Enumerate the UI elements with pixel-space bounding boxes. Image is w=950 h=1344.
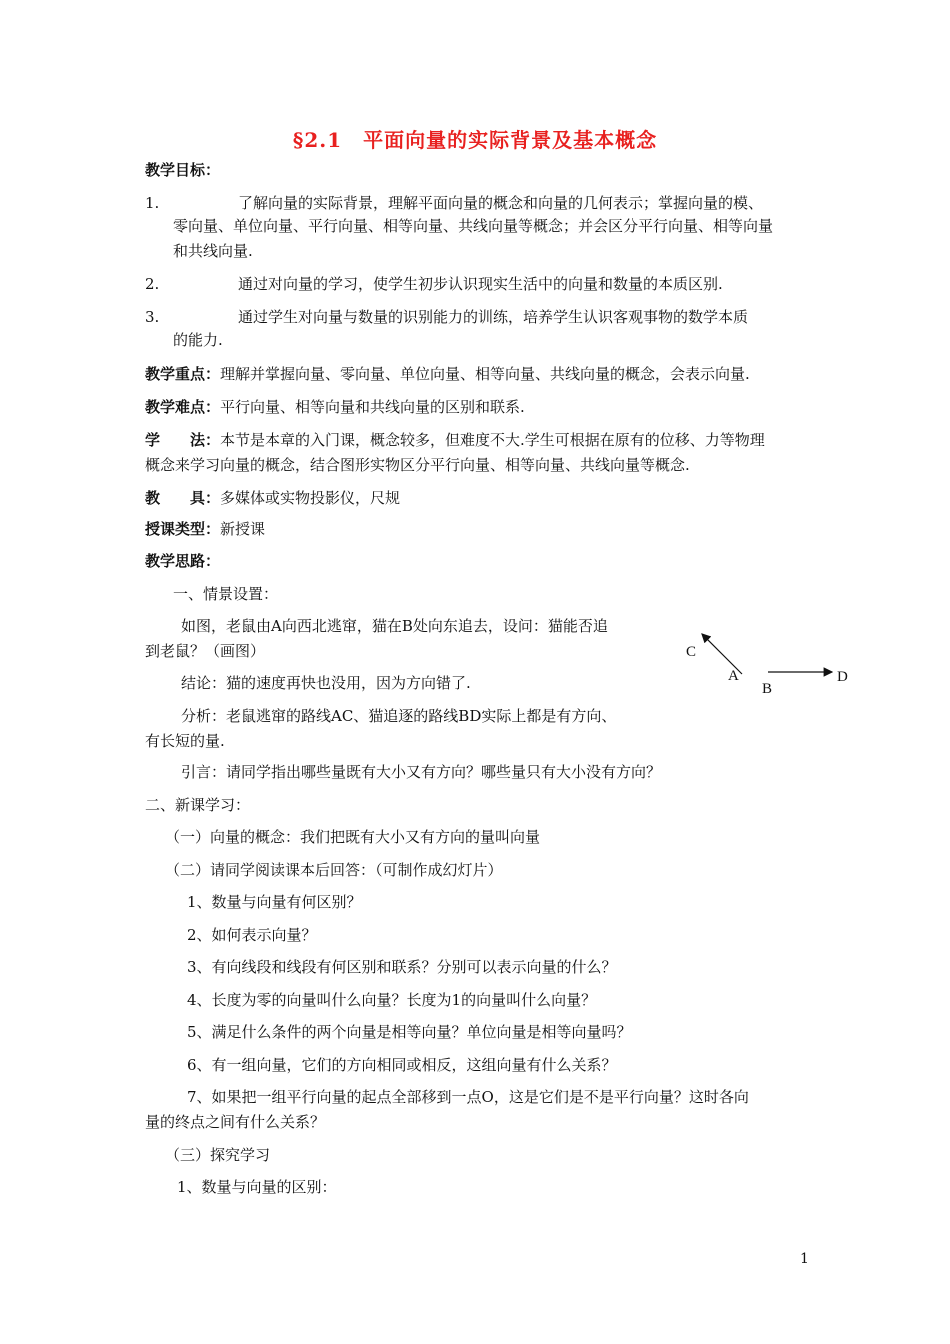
difficulties-text: 平行向量、相等向量和共线向量的区别和联系. (220, 398, 525, 416)
objective-1-text: 了解向量的实际背景，理解平面向量的概念和向量的几何表示；掌握向量的模、 (238, 194, 764, 212)
question-6: 6、有一组向量，它们的方向相同或相反，这组向量有什么关系？ (187, 1056, 617, 1074)
section1-heading: 一、情景设置： (173, 585, 279, 603)
method-label: 学 法： (145, 431, 221, 449)
tools-label: 教 具： (145, 489, 221, 507)
key-points-label: 教学重点： (145, 365, 221, 383)
question-2: 2、如何表示向量？ (187, 926, 317, 944)
objective-3-text: 通过学生对向量与数量的识别能力的训练，培养学生认识客观事物的数学本质 (238, 308, 749, 326)
section2-sub2: （二）请同学阅读课本后回答：（可制作成幻灯片） (165, 861, 503, 879)
section1-paragraph: 如图，老鼠由A向西北逃窜，猫在B处向东追去，设问：猫能否追 (181, 617, 608, 635)
point-c-label: C (686, 644, 697, 660)
method-cont: 概念来学习向量的概念，结合图形实物区分平行向量、相等向量、共线向量等概念. (145, 456, 690, 474)
objective-2-text: 通过对向量的学习，使学生初步认识现实生活中的向量和数量的本质区别. (238, 275, 723, 293)
point-b-label: B (762, 681, 773, 697)
section1-analysis-cont: 有长短的量. (145, 732, 225, 750)
section1-analysis: 分析：老鼠逃窜的路线AC、猫追逐的路线BD实际上都是有方向、 (181, 707, 617, 725)
section2-sub1: （一）向量的概念：我们把既有大小又有方向的量叫向量 (165, 828, 541, 846)
objective-1-cont2: 和共线向量. (173, 242, 253, 260)
objectives-heading: 教学目标： (145, 161, 221, 179)
explore-item-1: 1、数量与向量的区别： (177, 1178, 337, 1196)
section1-conclusion: 结论：猫的速度再快也没用，因为方向错了. (181, 674, 471, 692)
tools (145, 488, 400, 508)
question-3: 3、有向线段和线段有何区别和联系？分别可以表示向量的什么？ (187, 958, 617, 976)
approach-label: 教学思路： (145, 552, 221, 570)
point-d-label: D (837, 669, 848, 685)
difficulties-label: 教学难点： (145, 398, 221, 416)
method (145, 430, 765, 450)
question-1: 1、数量与向量有何区别？ (187, 893, 362, 911)
objective-3-cont: 的能力. (173, 331, 223, 349)
objective-1-number: 1. (145, 194, 160, 212)
vector-diagram (680, 628, 860, 700)
page-title: §2.1 平面向量的实际背景及基本概念 (292, 128, 658, 152)
section2-sub3: （三）探究学习 (165, 1146, 271, 1164)
question-7-cont: 量的终点之间有什么关系？ (145, 1113, 326, 1131)
difficulties (145, 397, 525, 417)
page-number: 1 (800, 1251, 809, 1267)
lesson-type (145, 519, 265, 539)
key-points-text: 理解并掌握向量、零向量、单位向量、相等向量、共线向量的概念，会表示向量. (220, 365, 750, 383)
question-7: 7、如果把一组平行向量的起点全部移到一点O，这是它们是不是平行向量？这时各向 (187, 1088, 749, 1106)
point-a-label: A (728, 668, 739, 684)
question-5: 5、满足什么条件的两个向量是相等向量？单位向量是相等向量吗？ (187, 1023, 632, 1041)
section1-intro: 引言：请同学指出哪些量既有大小又有方向？哪些量只有大小没有方向？ (181, 763, 662, 781)
section2-heading: 二、新课学习： (145, 796, 251, 814)
section1-paragraph-cont: 到老鼠？（画图） (145, 642, 266, 660)
question-4: 4、长度为零的向量叫什么向量？长度为1的向量叫什么向量？ (187, 991, 597, 1009)
lesson-type-text: 新授课 (220, 520, 266, 538)
objective-2-number: 2. (145, 275, 160, 293)
objective-1-cont: 零向量、单位向量、平行向量、相等向量、共线向量等概念；并会区分平行向量、相等向量 (173, 217, 774, 235)
objective-3-number: 3. (145, 308, 160, 326)
tools-text: 多媒体或实物投影仪，尺规 (220, 489, 401, 507)
key-points (145, 364, 750, 384)
method-text: 本节是本章的入门课，概念较多，但难度不大.学生可根据在原有的位移、力等物理 (220, 431, 765, 449)
lesson-type-label: 授课类型： (145, 520, 221, 538)
